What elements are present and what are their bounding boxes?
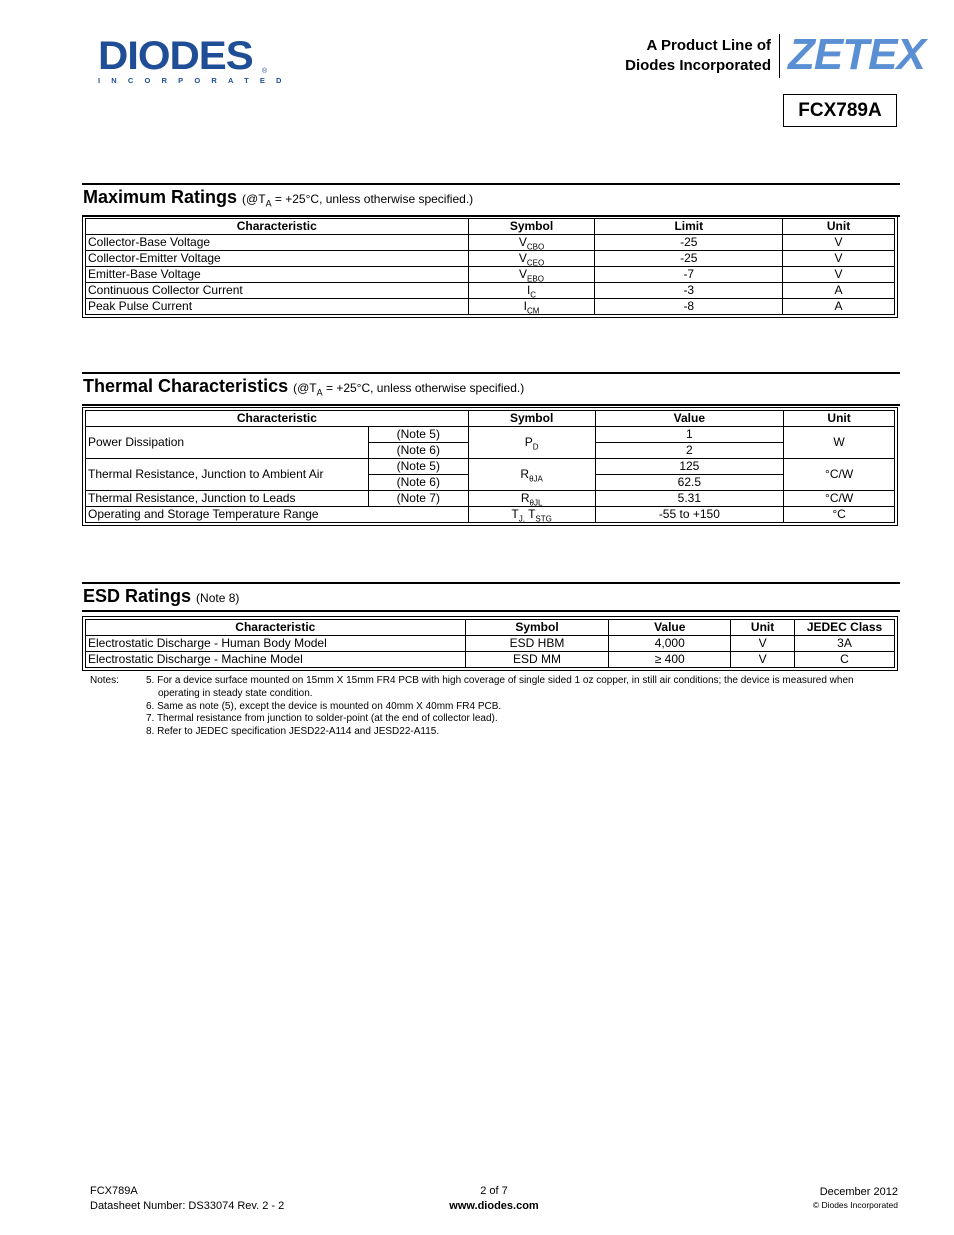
col-header: Characteristic bbox=[86, 411, 469, 427]
thermal-title: Thermal Characteristics bbox=[83, 376, 289, 396]
esd-table bbox=[82, 616, 898, 671]
product-line-2: Diodes Incorporated bbox=[625, 57, 771, 74]
cell-value: 62.5 bbox=[595, 475, 784, 491]
section-rule-bottom bbox=[82, 610, 900, 612]
max-ratings-header bbox=[82, 183, 900, 217]
cell-jedec-class: C bbox=[795, 652, 895, 668]
table-row bbox=[86, 459, 895, 475]
cell-unit: V bbox=[783, 235, 895, 251]
cell-note: (Note 6) bbox=[368, 443, 468, 459]
table-row bbox=[86, 267, 895, 283]
cell-note: (Note 6) bbox=[368, 475, 468, 491]
note-item: 8. Refer to JEDEC specification JESD22-A114 and JESD22-A115. bbox=[146, 726, 440, 738]
product-line-text bbox=[625, 36, 771, 76]
col-header: Unit bbox=[783, 219, 895, 235]
col-header: Value bbox=[609, 620, 731, 636]
table-row bbox=[86, 652, 895, 668]
cell-limit: -7 bbox=[595, 267, 783, 283]
thermal-header bbox=[82, 372, 900, 406]
note-item: 6. Same as note (5), except the device is mounted on 40mm X 40mm FR4 PCB. bbox=[146, 700, 502, 712]
cell-unit: V bbox=[731, 652, 795, 668]
section-title bbox=[82, 185, 900, 215]
cell-unit: W bbox=[784, 427, 895, 459]
zetex-logo: ZETEX bbox=[788, 30, 925, 79]
footer-right bbox=[813, 1186, 898, 1212]
table-header-row bbox=[86, 411, 895, 427]
diodes-logo bbox=[98, 34, 293, 85]
section-title bbox=[82, 374, 900, 404]
max-ratings-title: Maximum Ratings bbox=[83, 187, 238, 207]
cell-value: 4,000 bbox=[609, 636, 731, 652]
cell-characteristic: Electrostatic Discharge - Human Body Model bbox=[86, 636, 466, 652]
max-ratings-condition: ($@T_A = +25^\circ C$, unless otherwise specified.) bbox=[242, 192, 474, 209]
cell-value: 2 bbox=[595, 443, 784, 459]
cell-characteristic: Collector-Emitter Voltage bbox=[86, 251, 469, 267]
thermal-condition: ($@T_A = +25^\circ C$, unless otherwise specified.) bbox=[293, 381, 525, 398]
thermal-table bbox=[82, 407, 898, 526]
cell-symbol: ESD MM bbox=[465, 652, 609, 668]
cell-value: ≥ 400 bbox=[609, 652, 731, 668]
col-header: Characteristic bbox=[86, 620, 466, 636]
note-item: 7. Thermal resistance from junction to solder-point (at the end of collector lead). bbox=[146, 713, 498, 725]
col-header: Unit bbox=[731, 620, 795, 636]
table-row bbox=[86, 299, 895, 315]
cell-unit: V bbox=[783, 251, 895, 267]
cell-symbol: $R_{\theta JA}$ bbox=[468, 459, 595, 491]
col-header: Symbol bbox=[468, 411, 595, 427]
table-header-row bbox=[86, 219, 895, 235]
cell-note: (Note 5) bbox=[368, 427, 468, 443]
footer-date: December 2012 bbox=[819, 1186, 898, 1198]
cell-unit: °C bbox=[784, 507, 895, 523]
col-header: Value bbox=[595, 411, 784, 427]
footer-website-link[interactable]: www.diodes.com bbox=[449, 1200, 539, 1212]
logo-subtitle: INCORPORATED bbox=[98, 76, 293, 85]
logo-wordmark: DIODES bbox=[98, 34, 253, 78]
cell-symbol: $V_{CEO}$ bbox=[468, 251, 595, 267]
logo-registered-mark: ® bbox=[262, 68, 268, 75]
cell-symbol: $V_{CBO}$ bbox=[468, 235, 595, 251]
table-row bbox=[86, 491, 895, 507]
table-row bbox=[86, 427, 895, 443]
footer-datasheet-number: Datasheet Number: DS33074 Rev. 2 - 2 bbox=[90, 1200, 285, 1212]
cell-symbol: $T_{J,}$ $T_{STG}$ bbox=[468, 507, 595, 523]
cell-symbol: ESD HBM bbox=[465, 636, 609, 652]
table-row bbox=[86, 251, 895, 267]
cell-limit: -3 bbox=[595, 283, 783, 299]
section-title bbox=[82, 584, 900, 610]
table-row bbox=[86, 283, 895, 299]
col-header: Symbol bbox=[465, 620, 609, 636]
cell-symbol: $I_{CM}$ bbox=[468, 299, 595, 315]
cell-characteristic: Thermal Resistance, Junction to Ambient Air bbox=[86, 459, 369, 491]
cell-characteristic: Continuous Collector Current bbox=[86, 283, 469, 299]
table-row bbox=[86, 235, 895, 251]
esd-header bbox=[82, 582, 900, 612]
cell-unit: A bbox=[783, 283, 895, 299]
table-row bbox=[86, 636, 895, 652]
cell-symbol: $I_C$ bbox=[468, 283, 595, 299]
footer-left bbox=[90, 1184, 284, 1214]
part-number-box: FCX789A bbox=[783, 94, 897, 127]
header-divider bbox=[779, 34, 780, 78]
cell-jedec-class: 3A bbox=[795, 636, 895, 652]
cell-limit: -25 bbox=[595, 235, 783, 251]
cell-unit: A bbox=[783, 299, 895, 315]
cell-value: 1 bbox=[595, 427, 784, 443]
note-item: 5. For a device surface mounted on 15mm X 15mm FR4 PCB with high coverage of single sided 1 oz copper, in still air conditions; the device is measured when operating in steady state condition. bbox=[146, 675, 854, 699]
notes-list bbox=[146, 675, 856, 739]
table-row bbox=[86, 507, 895, 523]
table-header-row bbox=[86, 620, 895, 636]
footer-part: FCX789A bbox=[90, 1185, 138, 1197]
esd-title: ESD Ratings bbox=[83, 586, 192, 606]
footer-center bbox=[440, 1184, 548, 1214]
cell-characteristic: Operating and Storage Temperature Range bbox=[86, 507, 469, 523]
cell-value: -55 to +150 bbox=[595, 507, 784, 523]
cell-value: 125 bbox=[595, 459, 784, 475]
cell-note: (Note 7) bbox=[368, 491, 468, 507]
cell-symbol: $P_D$ bbox=[468, 427, 595, 459]
cell-characteristic: Emitter-Base Voltage bbox=[86, 267, 469, 283]
cell-symbol: $V_{EBO}$ bbox=[468, 267, 595, 283]
cell-unit: °C/W bbox=[784, 491, 895, 507]
cell-unit: V bbox=[783, 267, 895, 283]
footer-copyright: © Diodes Incorporated bbox=[812, 1200, 898, 1210]
cell-characteristic: Collector-Base Voltage bbox=[86, 235, 469, 251]
cell-note: (Note 5) bbox=[368, 459, 468, 475]
cell-characteristic: Electrostatic Discharge - Machine Model bbox=[86, 652, 466, 668]
esd-condition: (Note 8) bbox=[196, 591, 240, 605]
col-header: Symbol bbox=[468, 219, 595, 235]
col-header: JEDEC Class bbox=[795, 620, 895, 636]
cell-limit: -25 bbox=[595, 251, 783, 267]
cell-value: 5.31 bbox=[595, 491, 784, 507]
max-ratings-table bbox=[82, 215, 898, 318]
cell-characteristic: Power Dissipation bbox=[86, 427, 369, 459]
cell-symbol: $R_{\theta JL}$ bbox=[468, 491, 595, 507]
col-header: Unit bbox=[784, 411, 895, 427]
cell-unit: V bbox=[731, 636, 795, 652]
cell-characteristic: Thermal Resistance, Junction to Leads bbox=[86, 491, 369, 507]
notes-label: Notes: bbox=[90, 675, 119, 686]
cell-characteristic: Peak Pulse Current bbox=[86, 299, 469, 315]
product-line-1: A Product Line of bbox=[646, 37, 771, 54]
footer-page-number: 2 of 7 bbox=[480, 1185, 508, 1197]
cell-unit: °C/W bbox=[784, 459, 895, 491]
cell-limit: -8 bbox=[595, 299, 783, 315]
col-header: Limit bbox=[595, 219, 783, 235]
col-header: Characteristic bbox=[86, 219, 469, 235]
